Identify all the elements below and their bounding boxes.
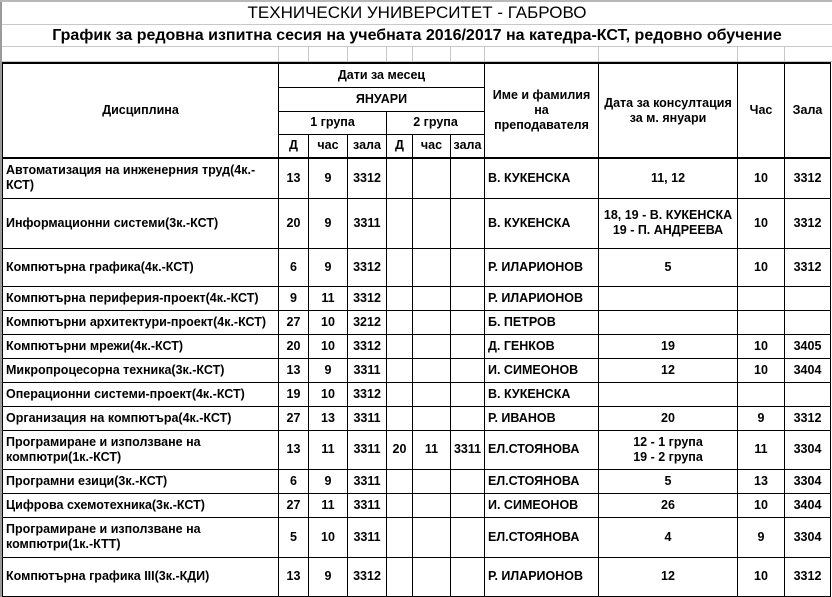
header-discipline: Дисциплина [3,63,279,158]
group1-day-cell: 6 [279,469,309,493]
consultation-hour-cell: 13 [738,469,785,493]
group2-hour-cell [413,557,451,596]
teacher-cell: Р. ИВАНОВ [485,406,599,430]
group2-hour-cell: 11 [413,430,451,469]
teacher-cell: ЕЛ.СТОЯНОВА [485,430,599,469]
group1-room-cell: 3311 [348,517,387,557]
consultation-room-cell: 3404 [785,358,831,382]
consultation-hour-cell: 10 [738,493,785,517]
table-row [3,158,831,198]
group1-room-cell: 3312 [348,557,387,596]
consultation-date-cell [599,286,738,310]
group1-day-cell: 20 [279,198,309,248]
group1-room-cell: 3312 [348,248,387,286]
teacher-cell: Б. ПЕТРОВ [485,310,599,334]
group2-day-cell [387,517,413,557]
group1-day-cell: 13 [279,158,309,198]
consultation-date-cell: 18, 19 - В. КУКЕНСКА 19 - П. АНДРЕЕВА [599,198,738,248]
consultation-date-cell: 4 [599,517,738,557]
header-g2-hour: час [413,134,451,158]
consultation-date-cell [599,382,738,406]
consultation-hour-cell: 10 [738,334,785,358]
consultation-room-cell: 3312 [785,557,831,596]
group2-day-cell: 20 [387,430,413,469]
group2-hour-cell [413,334,451,358]
consultation-date-cell: 5 [599,248,738,286]
group1-hour-cell: 9 [309,358,348,382]
consultation-room-cell: 3304 [785,469,831,493]
teacher-cell: И. СИМЕОНОВ [485,493,599,517]
teacher-cell: В. КУКЕНСКА [485,158,599,198]
empty-spreadsheet-row [2,47,832,62]
discipline-cell: Програмиране и използване на компютри(1к.-КСТ) [3,430,279,469]
consultation-date-cell: 12 [599,358,738,382]
group2-hour-cell [413,158,451,198]
group1-hour-cell: 11 [309,286,348,310]
consultation-hour-cell: 10 [738,248,785,286]
group1-hour-cell: 11 [309,430,348,469]
group2-room-cell [451,406,485,430]
group2-hour-cell [413,198,451,248]
consultation-date-cell: 19 [599,334,738,358]
teacher-cell: В. КУКЕНСКА [485,198,599,248]
consultation-hour-cell [738,382,785,406]
group1-day-cell: 9 [279,286,309,310]
consultation-date-cell [599,310,738,334]
consultation-room-cell: 3405 [785,334,831,358]
group1-room-cell: 3311 [348,358,387,382]
group2-hour-cell [413,406,451,430]
teacher-cell: Р. ИЛАРИОНОВ [485,248,599,286]
group2-day-cell [387,406,413,430]
discipline-cell: Компютърна графика(4к.-КСТ) [3,248,279,286]
group1-hour-cell: 10 [309,310,348,334]
group2-room-cell [451,286,485,310]
table-row [3,286,831,310]
teacher-cell: В. КУКЕНСКА [485,382,599,406]
discipline-cell: Програмиране и използване на компютри(1к.-КТТ) [3,517,279,557]
table-row [3,198,831,248]
group1-room-cell: 3311 [348,469,387,493]
group2-room-cell [451,382,485,406]
group2-hour-cell [413,493,451,517]
group1-day-cell: 5 [279,517,309,557]
exam-schedule-table [2,62,831,597]
header-consultation-hour: Час [738,63,785,158]
group1-hour-cell: 9 [309,557,348,596]
consultation-room-cell: 3304 [785,517,831,557]
consultation-date-cell: 5 [599,469,738,493]
group1-room-cell: 3312 [348,382,387,406]
group2-room-cell [451,557,485,596]
group2-day-cell [387,557,413,596]
teacher-cell: Р. ИЛАРИОНОВ [485,557,599,596]
discipline-cell: Цифрова схемотехника(3к.-КСТ) [3,493,279,517]
consultation-room-cell: 3312 [785,198,831,248]
table-row [3,334,831,358]
group2-day-cell [387,158,413,198]
group1-hour-cell: 10 [309,517,348,557]
teacher-cell: ЕЛ.СТОЯНОВА [485,517,599,557]
teacher-cell: Д. ГЕНКОВ [485,334,599,358]
group2-room-cell [451,358,485,382]
group2-hour-cell [413,358,451,382]
group1-hour-cell: 9 [309,248,348,286]
discipline-cell: Операционни системи-проект(4к.-КСТ) [3,382,279,406]
discipline-cell: Компютърна графика III(3к.-КДИ) [3,557,279,596]
consultation-room-cell [785,382,831,406]
group1-room-cell: 3312 [348,286,387,310]
group1-hour-cell: 10 [309,334,348,358]
teacher-cell: И. СИМЕОНОВ [485,358,599,382]
group2-day-cell [387,286,413,310]
group1-room-cell: 3311 [348,406,387,430]
group2-day-cell [387,493,413,517]
group1-day-cell: 13 [279,430,309,469]
group1-room-cell: 3212 [348,310,387,334]
group2-hour-cell [413,286,451,310]
group1-day-cell: 19 [279,382,309,406]
consultation-hour-cell: 10 [738,557,785,596]
table-row [3,358,831,382]
group1-room-cell: 3311 [348,198,387,248]
table-row [3,248,831,286]
table-row [3,557,831,596]
group1-day-cell: 13 [279,557,309,596]
table-row [3,406,831,430]
group2-room-cell [451,493,485,517]
header-consultation-room: Зала [785,63,831,158]
consultation-date-cell: 11, 12 [599,158,738,198]
group1-hour-cell: 11 [309,493,348,517]
group2-room-cell [451,334,485,358]
header-g2-room: зала [451,134,485,158]
header-g2-day: Д [387,134,413,158]
consultation-room-cell: 3312 [785,158,831,198]
discipline-cell: Организация на компютъра(4к.-КСТ) [3,406,279,430]
consultation-date-cell: 20 [599,406,738,430]
group2-day-cell [387,248,413,286]
consultation-hour-cell: 9 [738,517,785,557]
discipline-cell: Програмни езици(3к.-КСТ) [3,469,279,493]
consultation-hour-cell [738,286,785,310]
group2-hour-cell [413,248,451,286]
group2-hour-cell [413,517,451,557]
discipline-cell: Микропроцесорна техника(3к.-КСТ) [3,358,279,382]
group2-room-cell [451,248,485,286]
group1-room-cell: 3311 [348,493,387,517]
discipline-cell: Автоматизация на инженерния труд(4к.-КСТ) [3,158,279,198]
consultation-date-cell: 12 [599,557,738,596]
group2-room-cell [451,517,485,557]
group1-hour-cell: 9 [309,469,348,493]
group1-day-cell: 27 [279,310,309,334]
table-row [3,382,831,406]
header-dates-for-month: Дати за месец [279,63,485,87]
header-g1-day: Д [279,134,309,158]
table-row [3,517,831,557]
group1-day-cell: 20 [279,334,309,358]
group2-room-cell [451,469,485,493]
teacher-cell: Р. ИЛАРИОНОВ [485,286,599,310]
discipline-cell: Компютърна периферия-проект(4к.-КСТ) [3,286,279,310]
group2-hour-cell [413,382,451,406]
table-row [3,469,831,493]
consultation-room-cell: 3304 [785,430,831,469]
group1-hour-cell: 9 [309,158,348,198]
group2-day-cell [387,198,413,248]
group2-day-cell [387,469,413,493]
header-month: ЯНУАРИ [279,87,485,111]
university-title: ТЕХНИЧЕСКИ УНИВЕРСИТЕТ - ГАБРОВО [2,2,832,25]
group1-day-cell: 6 [279,248,309,286]
header-consultation: Дата за консултация за м. януари [599,63,738,158]
group2-room-cell: 3311 [451,430,485,469]
group2-room-cell [451,158,485,198]
group1-hour-cell: 10 [309,382,348,406]
consultation-hour-cell: 10 [738,358,785,382]
consultation-hour-cell: 11 [738,430,785,469]
group2-room-cell [451,310,485,334]
table-row [3,310,831,334]
discipline-cell: Информационни системи(3к.-КСТ) [3,198,279,248]
header-group-2: 2 група [387,111,485,134]
group2-day-cell [387,358,413,382]
discipline-cell: Компютърни мрежи(4к.-КСТ) [3,334,279,358]
header-g1-hour: час [309,134,348,158]
consultation-hour-cell: 9 [738,406,785,430]
group1-day-cell: 27 [279,406,309,430]
group2-day-cell [387,382,413,406]
consultation-room-cell: 3404 [785,493,831,517]
header-g1-room: зала [348,134,387,158]
consultation-room-cell: 3312 [785,406,831,430]
group1-day-cell: 27 [279,493,309,517]
consultation-date-cell: 26 [599,493,738,517]
group1-hour-cell: 13 [309,406,348,430]
header-group-1: 1 група [279,111,387,134]
table-row [3,430,831,469]
group1-room-cell: 3312 [348,158,387,198]
group2-day-cell [387,334,413,358]
consultation-room-cell [785,310,831,334]
schedule-subtitle: График за редовна изпитна сесия на учебната 2016/2017 на катедра-КСТ, редовно обучение [2,25,832,47]
group1-hour-cell: 9 [309,198,348,248]
group2-hour-cell [413,469,451,493]
consultation-hour-cell [738,310,785,334]
schedule-rows [3,158,831,596]
discipline-cell: Компютърни архитектури-проект(4к.-КСТ) [3,310,279,334]
consultation-date-cell: 12 - 1 група 19 - 2 група [599,430,738,469]
teacher-cell: ЕЛ.СТОЯНОВА [485,469,599,493]
table-row [3,493,831,517]
consultation-hour-cell: 10 [738,198,785,248]
header-teacher: Име и фамилия на преподавателя [485,63,599,158]
group2-day-cell [387,310,413,334]
group2-room-cell [451,198,485,248]
group1-day-cell: 13 [279,358,309,382]
consultation-room-cell [785,286,831,310]
group2-hour-cell [413,310,451,334]
group1-room-cell: 3311 [348,430,387,469]
consultation-room-cell: 3312 [785,248,831,286]
group1-room-cell: 3312 [348,334,387,358]
consultation-hour-cell: 10 [738,158,785,198]
